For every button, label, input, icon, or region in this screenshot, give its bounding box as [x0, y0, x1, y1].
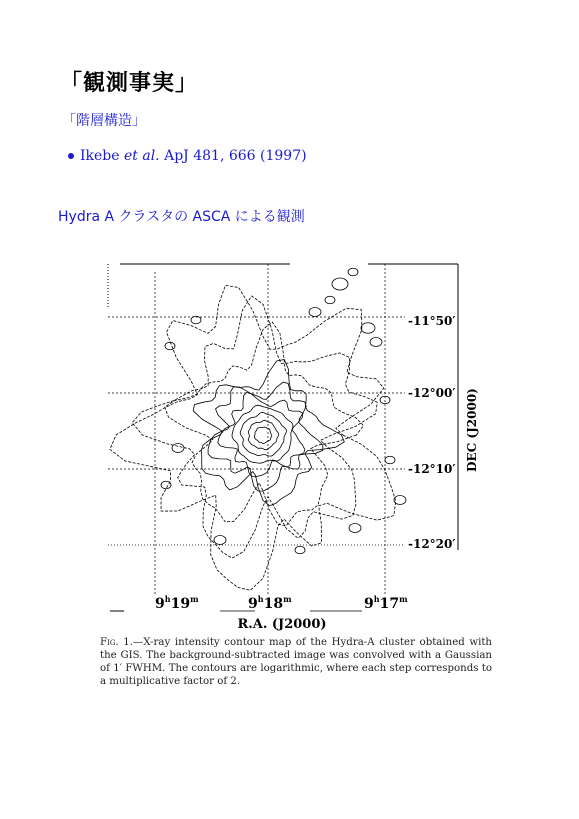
ra-axis-label: R.A. (J2000) [237, 617, 327, 632]
contour-blob [385, 456, 395, 464]
contour-blob [172, 444, 184, 453]
ra-tick-label: 9$^h$19$^m$ [155, 594, 199, 612]
contour-blob [325, 296, 335, 304]
dec-tick-label: -12°00′ [408, 386, 456, 400]
ra-tick-label: 9$^h$18$^m$ [248, 594, 292, 612]
contour-line [240, 413, 286, 457]
contour-line [208, 382, 323, 491]
contour-line [165, 322, 364, 526]
contour-blob [361, 323, 375, 334]
contour-blob [370, 338, 382, 347]
dec-tick-label: -12°20′ [408, 537, 456, 551]
contour-line [132, 296, 377, 558]
contour-blob [165, 342, 175, 350]
section-subheading: 「階層構造」 [62, 113, 146, 129]
caption-text: —X-ray intensity contour map of the Hydra-A cluster obtained with the GIS. The background-subtracted image was convolved with a Gaussian of 1′ FWHM. The contours are logarithmic, where each step corresponds to a multiplicative factor of 2. [100, 637, 492, 687]
contour-blob [309, 308, 321, 317]
dec-tick-label: -11°50′ [408, 314, 456, 328]
contour-blob [161, 481, 171, 489]
page-title: 「観測事実」 [60, 71, 199, 96]
contour-blob [214, 536, 226, 545]
figure-caption [100, 636, 492, 688]
ra-tick-labels [155, 594, 408, 612]
dec-tick-label: -12°10′ [408, 462, 456, 476]
reference-journal: ApJ 481, 666 (1997) [164, 148, 307, 164]
contour-blob [349, 524, 361, 533]
plot-frame [108, 264, 458, 550]
reference-etal: et al. [124, 148, 160, 164]
contour-line [193, 360, 344, 506]
contour-line [110, 285, 396, 590]
dec-axis-label: DEC (J2000) [465, 388, 479, 472]
bullet-icon [68, 153, 74, 159]
dec-tick-labels [408, 314, 456, 551]
contour-blob [191, 316, 201, 324]
contour-blob [332, 278, 348, 290]
caption-figure-label: Fig. 1. [100, 637, 134, 648]
contour-map-figure [100, 250, 500, 640]
contour-lines [110, 268, 406, 590]
ra-tick-label: 9$^h$17$^m$ [364, 594, 408, 612]
contour-line [254, 427, 271, 444]
reference-citation [68, 148, 307, 164]
observation-heading: Hydra A クラスタの ASCA による観測 [58, 209, 305, 225]
contour-blob [295, 546, 305, 554]
reference-author: Ikebe [80, 148, 120, 164]
contour-blob [348, 268, 358, 276]
contour-line [248, 420, 278, 450]
